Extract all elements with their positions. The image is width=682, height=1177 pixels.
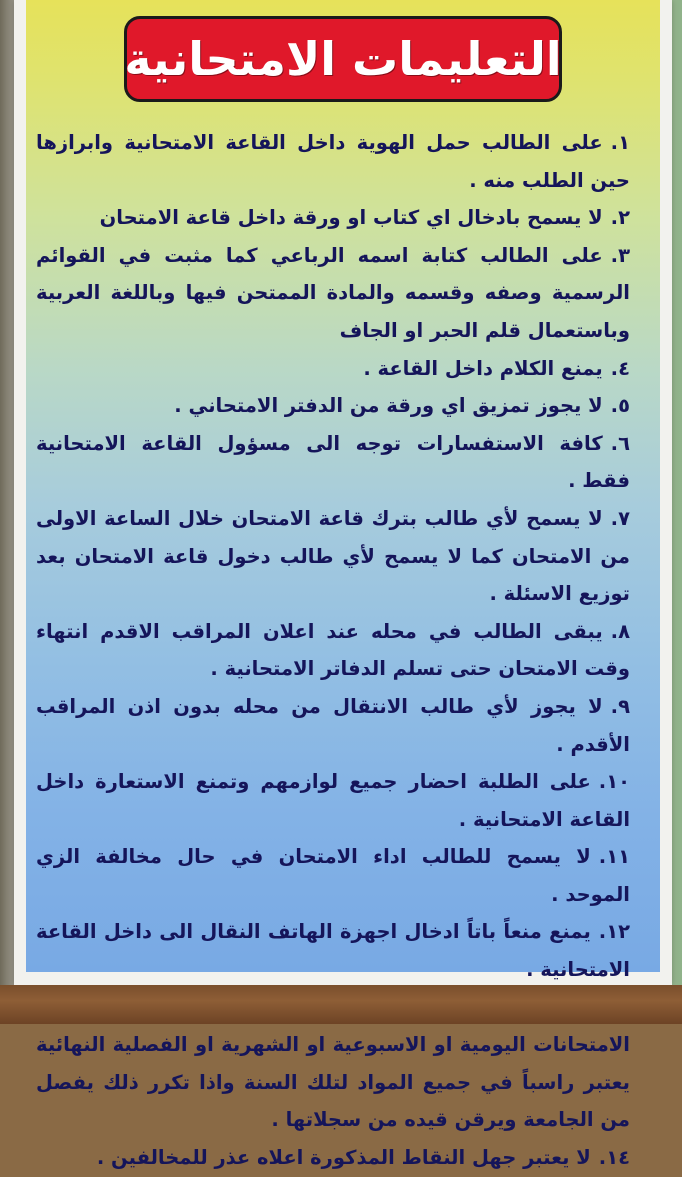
rule-item xyxy=(36,688,630,763)
rule-number: ١٢. xyxy=(598,920,630,944)
rule-number: ٧. xyxy=(610,506,630,530)
rule-number: ٢. xyxy=(610,206,630,230)
rule-text: على الطالب حمل الهوية داخل القاعة الامتحانية وابرازها حين الطلب منه . xyxy=(36,131,630,192)
title-banner xyxy=(124,16,562,102)
rule-text: يمنع منعاً باتاً ادخال اجهزة الهاتف النقال الى داخل القاعة الامتحانية . xyxy=(36,920,630,982)
exam-instructions-board xyxy=(26,0,660,1170)
rule-number: ٩. xyxy=(610,694,630,718)
rule-item xyxy=(36,500,630,613)
rule-text: يمنع الكلام داخل القاعة . xyxy=(363,356,603,380)
rule-number: ١٠. xyxy=(598,770,630,794)
rule-number: ١١. xyxy=(598,845,630,869)
rule-number: ٤. xyxy=(610,356,630,380)
rule-text: الامتحانات اليومية او الاسبوعية او الشهرية او الفصلية النهائية يعتبر راسباً في جميع المواد لتلك السنة واذا تكرر ذلك يفصل من الجامعة ويرقن قيده من سجلاتها . xyxy=(36,1033,630,1132)
rule-text: على الطالب كتابة اسمه الرباعي كما مثبت في القوائم الرسمية وصفه وقسمه والمادة الممتحن فيها وباللغة العربية وباستعمال قلم الحبر او الجاف xyxy=(36,243,630,342)
rule-number: ١. xyxy=(610,131,630,154)
rule-text: لا يعتبر جهل النقاط المذكورة اعلاه عذر للمخالفين . xyxy=(96,1146,591,1170)
rule-text: لا يسمح بادخال اي كتاب او ورقة داخل قاعة الامتحان xyxy=(99,206,603,230)
rule-item xyxy=(36,237,630,350)
rule-text: كافة الاستفسارات توجه الى مسؤول القاعة الامتحانية فقط . xyxy=(36,431,630,493)
rule-text: لا يجوز لأي طالب الانتقال من محله بدون اذن المراقب الأقدم . xyxy=(36,694,630,756)
rule-text: يبقى الطالب في محله عند اعلان المراقب الاقدم انتهاء وقت الامتحان حتى تسلم الدفاتر الامتحانية . xyxy=(36,619,630,681)
rule-item xyxy=(36,425,630,500)
rule-number: ٥. xyxy=(610,394,630,418)
rule-item xyxy=(36,350,630,388)
rule-number: ١٤. xyxy=(598,1146,630,1170)
rule-item xyxy=(36,613,630,688)
rule-text: لا يسمح لأي طالب بترك قاعة الامتحان خلال الساعة الاولى من الامتحان كما لا يسمح لأي طالب دخول قاعة الامتحان بعد توزيع الاسئلة . xyxy=(36,506,630,606)
rule-item xyxy=(36,124,630,199)
board-title: التعليمات الامتحانية xyxy=(124,32,562,86)
rule-item xyxy=(36,199,630,237)
rule-item xyxy=(36,387,630,425)
rule-number: ٣. xyxy=(610,243,630,267)
rule-text: على الطلبة احضار جميع لوازمهم وتمنع الاستعارة داخل القاعة الامتحانية . xyxy=(36,770,630,831)
rule-number: ٦. xyxy=(610,431,630,455)
floor xyxy=(0,985,682,1024)
rule-item xyxy=(36,763,630,838)
rule-item xyxy=(36,1139,630,1177)
rule-item xyxy=(36,838,630,913)
rule-item xyxy=(36,913,630,988)
rule-text: لا يسمح للطالب اداء الامتحان في حال مخالفة الزي الموحد . xyxy=(36,845,630,906)
rule-number: ٨. xyxy=(610,619,630,643)
rule-text: لا يجوز تمزيق اي ورقة من الدفتر الامتحاني . xyxy=(174,394,603,418)
